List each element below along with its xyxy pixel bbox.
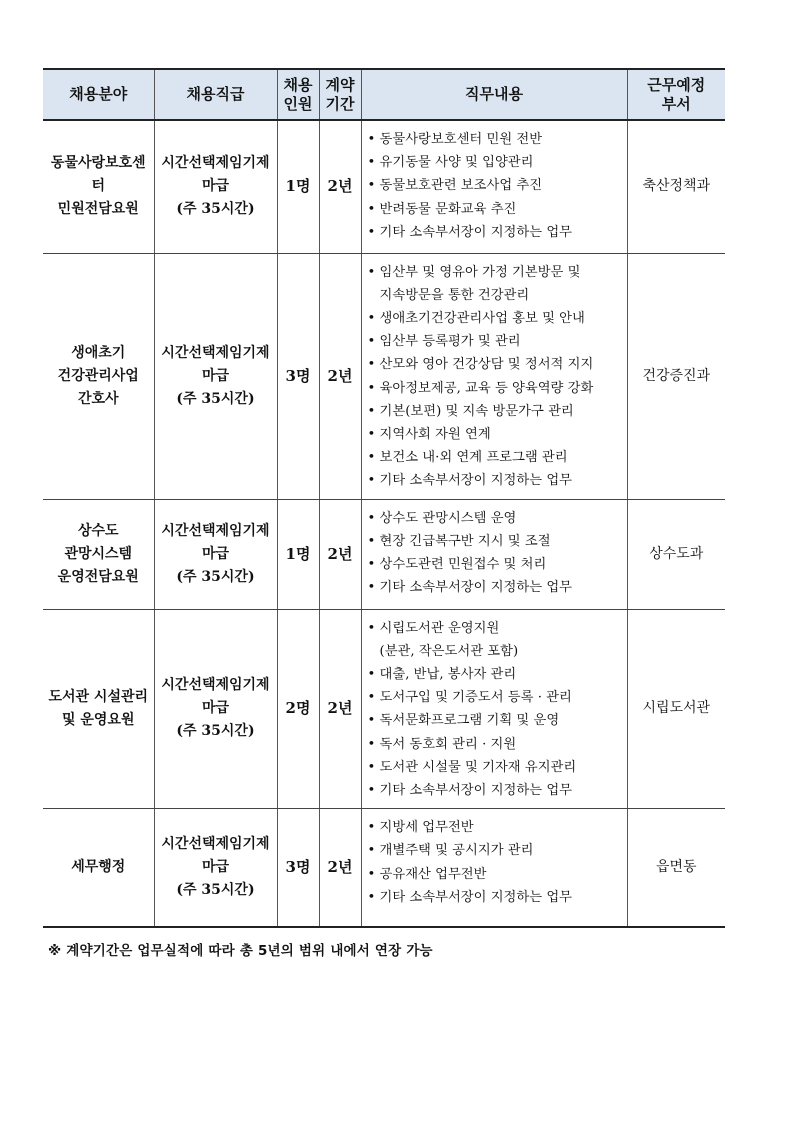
period-cell: 2년 bbox=[319, 499, 361, 609]
table-row bbox=[43, 809, 725, 927]
duty-item: • 생애초기건강관리사업 홍보 및 안내 bbox=[368, 307, 623, 330]
duty-item: • 기타 소속부서장이 지정하는 업무 bbox=[368, 576, 623, 599]
table-header-row bbox=[43, 69, 725, 120]
duty-item: • 독서문화프로그램 기획 및 운영 bbox=[368, 709, 623, 732]
duty-item: • 기타 소속부서장이 지정하는 업무 bbox=[368, 779, 623, 802]
duty-item: • 공유재산 업무전반 bbox=[368, 863, 623, 886]
dept-cell: 시립도서관 bbox=[627, 609, 725, 809]
field-cell: 동물사랑보호센터 민원전담요원 bbox=[43, 120, 154, 253]
duty-item: • 상수도관련 민원접수 및 처리 bbox=[368, 553, 623, 576]
header-dept: 근무예정 부서 bbox=[627, 69, 725, 120]
duty-item: • 개별주택 및 공시지가 관리 bbox=[368, 839, 623, 862]
duty-item: • 기타 소속부서장이 지정하는 업무 bbox=[368, 886, 623, 909]
header-field: 채용분야 bbox=[43, 69, 154, 120]
duty-item: • 산모와 영아 건강상담 및 정서적 지지 bbox=[368, 353, 623, 376]
count-cell: 3명 bbox=[277, 253, 319, 499]
grade-cell: 시간선택제임기제 마급 (주 35시간) bbox=[154, 809, 277, 927]
dept-cell: 축산정책과 bbox=[627, 120, 725, 253]
count-cell: 1명 bbox=[277, 120, 319, 253]
duties-cell bbox=[361, 499, 627, 609]
duty-item: • 보건소 내·외 연계 프로그램 관리 bbox=[368, 446, 623, 469]
duty-item: • 동물보호관련 보조사업 추진 bbox=[368, 174, 623, 197]
grade-cell: 시간선택제임기제 마급 (주 35시간) bbox=[154, 609, 277, 809]
duty-item-continuation: (분관, 작은도서관 포함) bbox=[379, 643, 519, 659]
duty-item: • 지방세 업무전반 bbox=[368, 816, 623, 839]
duties-cell bbox=[361, 609, 627, 809]
table-row bbox=[43, 253, 725, 499]
header-period: 계약 기간 bbox=[319, 69, 361, 120]
duties-cell bbox=[361, 120, 627, 253]
duty-item: • 기타 소속부서장이 지정하는 업무 bbox=[368, 221, 623, 244]
duty-item: • 도서구입 및 기증도서 등록 · 관리 bbox=[368, 686, 623, 709]
duty-item: • 현장 긴급복구반 지시 및 조절 bbox=[368, 530, 623, 553]
grade-cell: 시간선택제임기제 마급 (주 35시간) bbox=[154, 120, 277, 253]
count-cell: 2명 bbox=[277, 609, 319, 809]
duty-item: • 유기동물 사양 및 입양관리 bbox=[368, 151, 623, 174]
duty-item: • 육아정보제공, 교육 등 양육역량 강화 bbox=[368, 377, 623, 400]
duty-item: • 임산부 등록평가 및 관리 bbox=[368, 330, 623, 353]
duty-item: • 동물사랑보호센터 민원 전반 bbox=[368, 128, 623, 151]
duties-cell bbox=[361, 253, 627, 499]
field-cell: 세무행정 bbox=[43, 809, 154, 927]
duty-item: • 대출, 반납, 봉사자 관리 bbox=[368, 663, 623, 686]
grade-cell: 시간선택제임기제 마급 (주 35시간) bbox=[154, 499, 277, 609]
count-cell: 3명 bbox=[277, 809, 319, 927]
footnote: ※ 계약기간은 업무실적에 따라 총 5년의 범위 내에서 연장 가능 bbox=[48, 942, 433, 959]
duty-item: • 반려동물 문화교육 추진 bbox=[368, 198, 623, 221]
dept-cell: 읍면동 bbox=[627, 809, 725, 927]
dept-cell: 건강증진과 bbox=[627, 253, 725, 499]
recruitment-page bbox=[43, 68, 725, 959]
period-cell: 2년 bbox=[319, 120, 361, 253]
table-row bbox=[43, 499, 725, 609]
field-cell: 상수도 관망시스템 운영전담요원 bbox=[43, 499, 154, 609]
field-cell: 도서관 시설관리 및 운영요원 bbox=[43, 609, 154, 809]
duty-item: • 지역사회 자원 연계 bbox=[368, 423, 623, 446]
duty-item-continuation: 지속방문을 통한 건강관리 bbox=[379, 287, 530, 303]
header-duties: 직무내용 bbox=[361, 69, 627, 120]
duties-cell bbox=[361, 809, 627, 927]
table-row bbox=[43, 120, 725, 253]
duty-item: • 도서관 시설물 및 기자재 유지관리 bbox=[368, 756, 623, 779]
recruitment-table bbox=[43, 68, 725, 928]
duty-item: • 상수도 관망시스템 운영 bbox=[368, 507, 623, 530]
table-row bbox=[43, 609, 725, 809]
period-cell: 2년 bbox=[319, 809, 361, 927]
grade-cell: 시간선택제임기제 마급 (주 35시간) bbox=[154, 253, 277, 499]
header-grade: 채용직급 bbox=[154, 69, 277, 120]
period-cell: 2년 bbox=[319, 253, 361, 499]
field-cell: 생애초기 건강관리사업 간호사 bbox=[43, 253, 154, 499]
dept-cell: 상수도과 bbox=[627, 499, 725, 609]
duty-item: • 임산부 및 영유아 가정 기본방문 및 bbox=[368, 261, 623, 284]
period-cell: 2년 bbox=[319, 609, 361, 809]
duty-item: • 시립도서관 운영지원 bbox=[368, 617, 623, 640]
duty-item: • 기본(보편) 및 지속 방문가구 관리 bbox=[368, 400, 623, 423]
duty-item: • 독서 동호회 관리 · 지원 bbox=[368, 733, 623, 756]
count-cell: 1명 bbox=[277, 499, 319, 609]
header-count: 채용 인원 bbox=[277, 69, 319, 120]
duty-item: • 기타 소속부서장이 지정하는 업무 bbox=[368, 469, 623, 492]
